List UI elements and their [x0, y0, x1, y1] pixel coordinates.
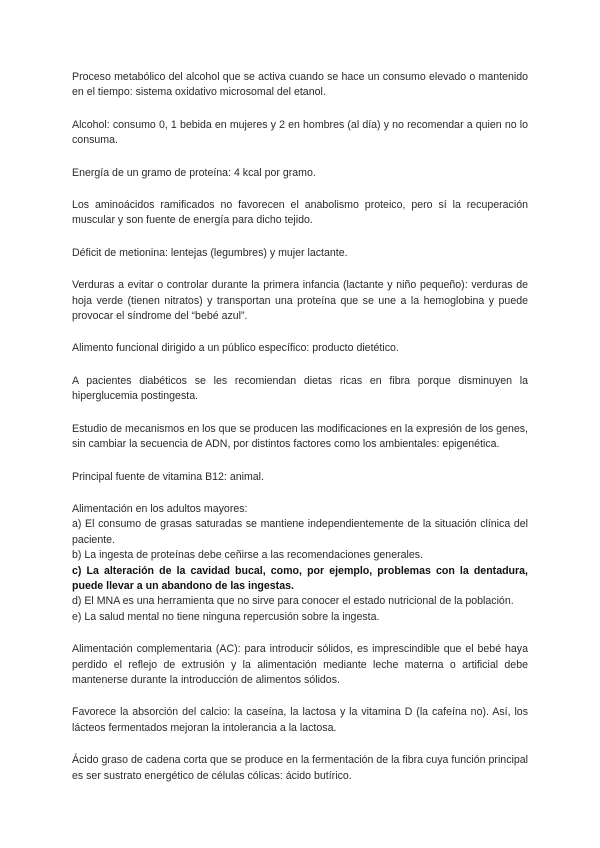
document-body: [72, 70, 528, 801]
paragraph-calcium-absorption: Favorece la absorción del calcio: la caseína, la lactosa y la vitamina D (la cafeína no). Así, los lácteos fermentados mejoran la intolerancia a la lactosa.: [72, 706, 528, 734]
question-block: [72, 502, 528, 625]
paragraph-complementary-feeding: Alimentación complementaria (AC): para introducir sólidos, es imprescindible que el bebé haya perdido el reflejo de extrusión y la alimentación mediante leche materna o artificial debe mantenerse durante la introducción de alimentos sólidos.: [72, 643, 528, 686]
question-heading: Alimentación en los adultos mayores:: [72, 502, 248, 515]
paragraph-epigenetics: Estudio de mecanismos en los que se producen las modificaciones en la expresión de los genes, sin cambiar la secuencia de ADN, por distintos factores como los ambientales: epigenética.: [72, 422, 528, 451]
paragraph-diabetic-fiber: A pacientes diabéticos se les recomiendan dietas ricas en fibra porque disminuyen la hiperglucemia postingesta.: [72, 374, 528, 403]
question-option-b: b) La ingesta de proteínas debe ceñirse a las recomendaciones generales.: [72, 549, 423, 562]
paragraph-vitamin-b12: Principal fuente de vitamina B12: animal.: [72, 470, 264, 483]
paragraph-alcohol-metabolism: Proceso metabólico del alcohol que se activa cuando se hace un consumo elevado o mantenido en el tiempo: sistema oxidativo microsomal del etanol.: [72, 71, 528, 99]
paragraph-branched-amino-acids: Los aminoácidos ramificados no favorecen el anabolismo proteico, pero sí la recuperación muscular y son fuente de energía para dicho tejido.: [72, 199, 528, 227]
paragraph-vegetables-infancy: Verduras a evitar o controlar durante la primera infancia (lactante y niño pequeño): verduras de hoja verde (tienen nitratos) y transportan una proteína que se une a la hemoglobina y puede provocar el síndrome del “bebé azul”.: [72, 279, 528, 323]
paragraph-protein-energy: Energía de un gramo de proteína: 4 kcal por gramo.: [72, 166, 316, 179]
question-option-c-correct: c) La alteración de la cavidad bucal, como, por ejemplo, problemas con la dentadura, puede llevar a un abandono de las ingestas.: [72, 564, 528, 592]
question-option-d: d) El MNA es una herramienta que no sirve para conocer el estado nutricional de la población.: [72, 595, 514, 608]
paragraph-functional-food: Alimento funcional dirigido a un público específico: producto dietético.: [72, 342, 399, 355]
question-option-a: a) El consumo de grasas saturadas se mantiene independientemente de la situación clínica del paciente.: [72, 518, 528, 546]
question-option-e: e) La salud mental no tiene ninguna repercusión sobre la ingesta.: [72, 610, 380, 623]
paragraph-butyric-acid: Ácido graso de cadena corta que se produce en la fermentación de la fibra cuya función principal es ser sustrato energético de células cólicas: ácido butírico.: [72, 754, 528, 782]
paragraph-alcohol-consumption: Alcohol: consumo 0, 1 bebida en mujeres y 2 en hombres (al día) y no recomendar a quien no lo consuma.: [72, 118, 528, 147]
paragraph-methionine-deficit: Déficit de metionina: lentejas (legumbres) y mujer lactante.: [72, 246, 348, 259]
